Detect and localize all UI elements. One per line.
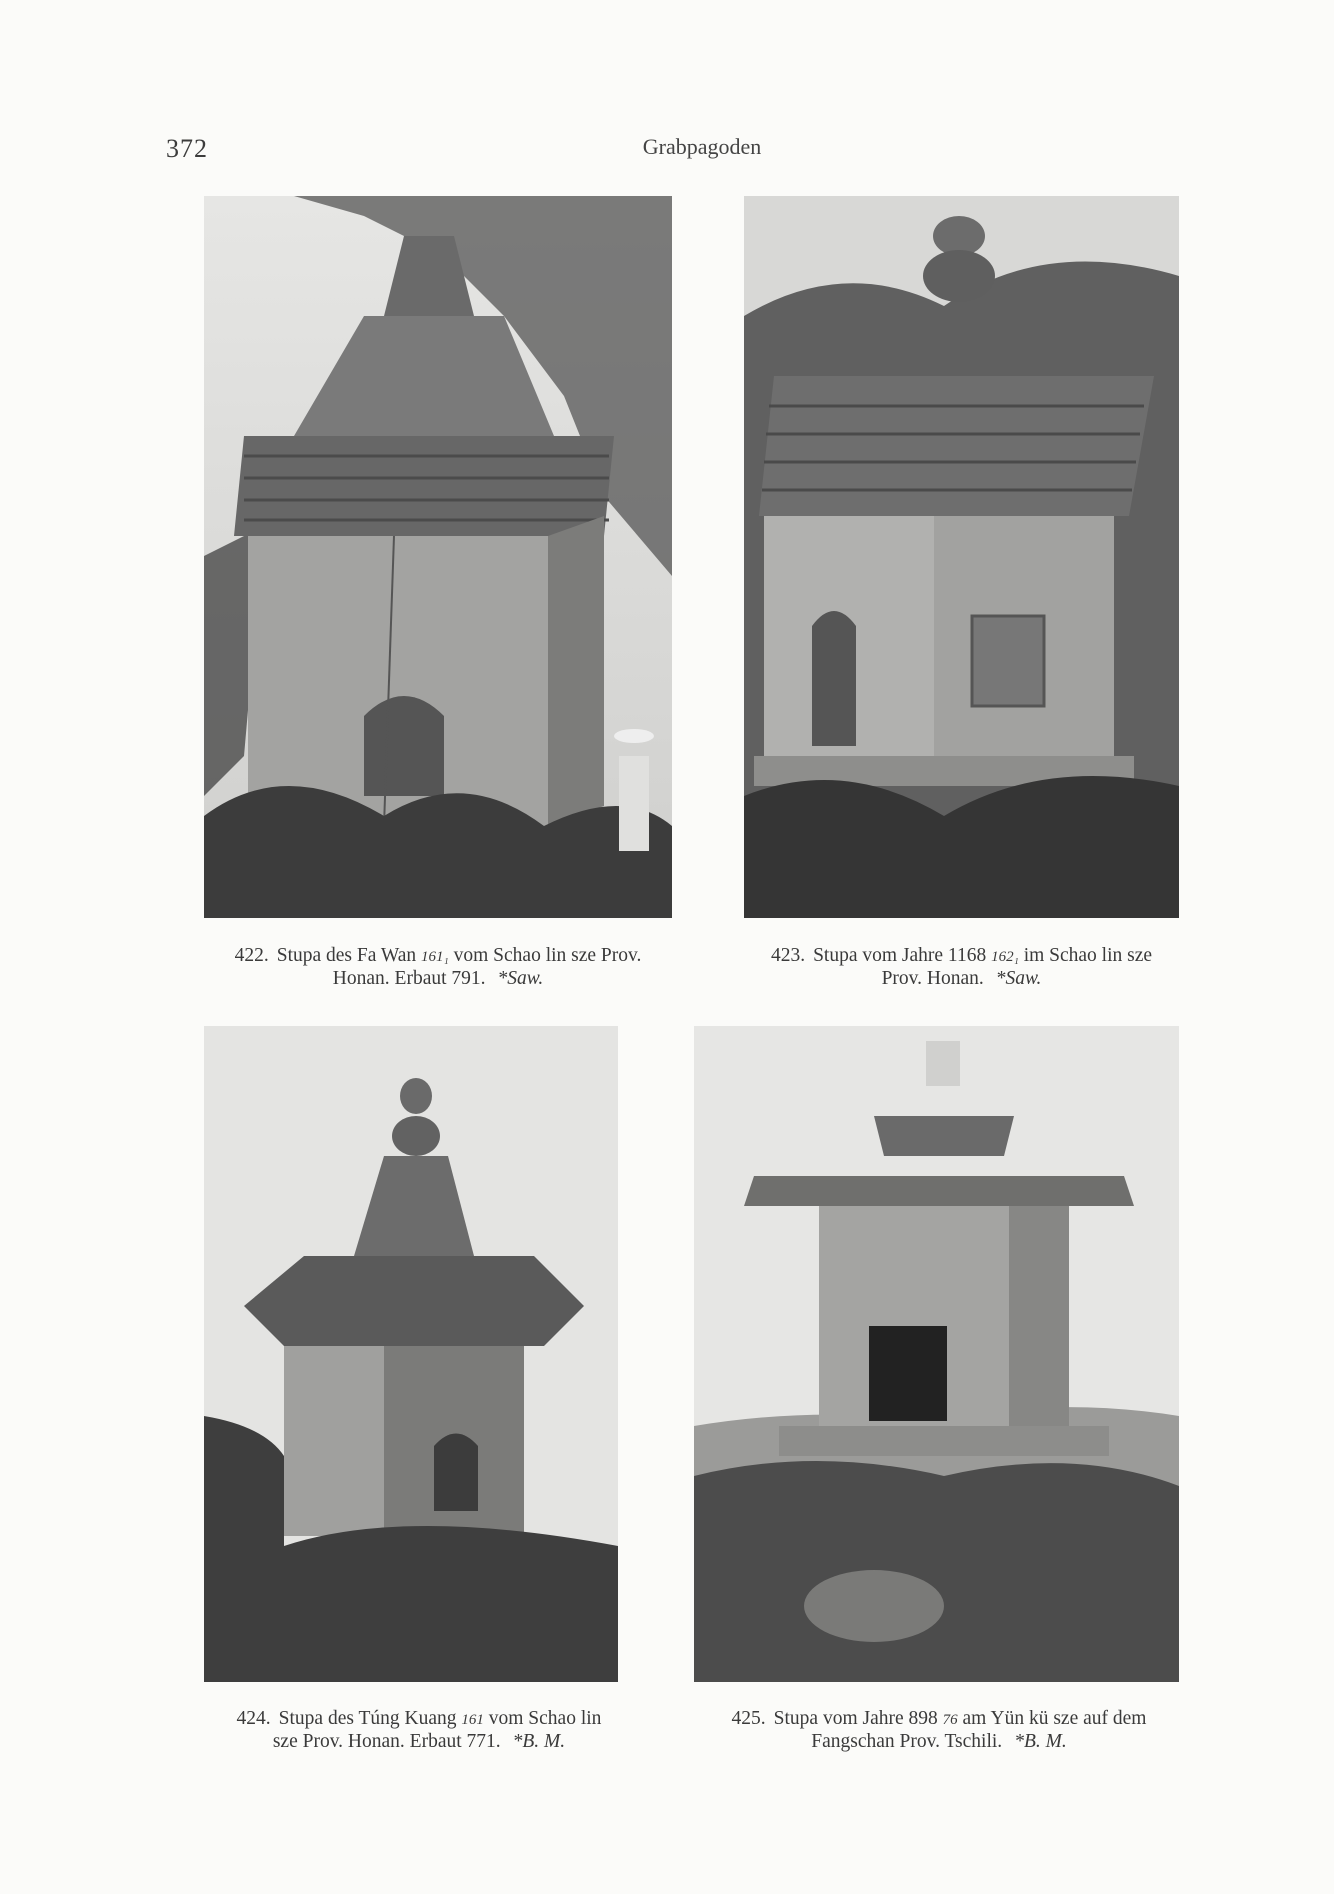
photo-plate-423: [744, 196, 1179, 918]
stupa-photo-425: [694, 1026, 1179, 1682]
photo-plate-424: [204, 1026, 618, 1682]
caption-424-line2: sze Prov. Honan. Erbaut 771.: [272, 1731, 501, 1752]
caption-422-line1: Stupa des Fa Wan: [276, 945, 417, 966]
stupa-photo-423: [744, 196, 1179, 918]
caption-425-number: 425.: [731, 1708, 766, 1729]
caption-424-credit: *B. M.: [512, 1731, 566, 1752]
caption-423-number: 423.: [770, 945, 806, 966]
caption-424-line1-rest: vom Schao lin: [488, 1708, 602, 1729]
caption-423: [744, 945, 1179, 990]
caption-424-line1: Stupa des Túng Kuang: [278, 1708, 457, 1729]
caption-425: [694, 1708, 1184, 1753]
caption-423-credit: *Saw.: [995, 968, 1042, 989]
caption-425-line1: Stupa vom Jahre 898: [773, 1708, 938, 1729]
page-number: 372: [166, 134, 208, 163]
caption-422-credit: *Saw.: [497, 968, 544, 989]
caption-424-ref: 161: [461, 1712, 484, 1728]
caption-422-number: 422.: [234, 945, 269, 966]
caption-425-line1-rest: am Yün kü sze auf dem: [962, 1708, 1147, 1729]
stupa-photo-424: [204, 1026, 618, 1682]
photo-plate-422: [204, 196, 672, 918]
caption-423-line1: Stupa vom Jahre 1168: [813, 945, 987, 966]
stupa-photo-422: [204, 196, 672, 918]
caption-425-credit: *B. M.: [1014, 1731, 1067, 1752]
caption-425-ref: 76: [942, 1712, 958, 1728]
caption-422-line2: Honan. Erbaut 791.: [332, 968, 486, 989]
running-head: Grabpagoden: [642, 134, 762, 159]
caption-422-ref: 161₁: [421, 949, 449, 965]
caption-424-number: 424.: [236, 1708, 271, 1729]
caption-425-line2: Fangschan Prov. Tschili.: [811, 1731, 1003, 1752]
caption-422-line1-rest: vom Schao lin sze Prov.: [453, 945, 642, 966]
caption-423-ref: 162₁: [991, 949, 1019, 965]
caption-422: [204, 945, 672, 990]
caption-423-line1-rest: im Schao lin sze: [1023, 945, 1153, 966]
photo-plate-425: [694, 1026, 1179, 1682]
caption-424: [204, 1708, 634, 1753]
caption-423-line2: Prov. Honan.: [881, 968, 984, 989]
